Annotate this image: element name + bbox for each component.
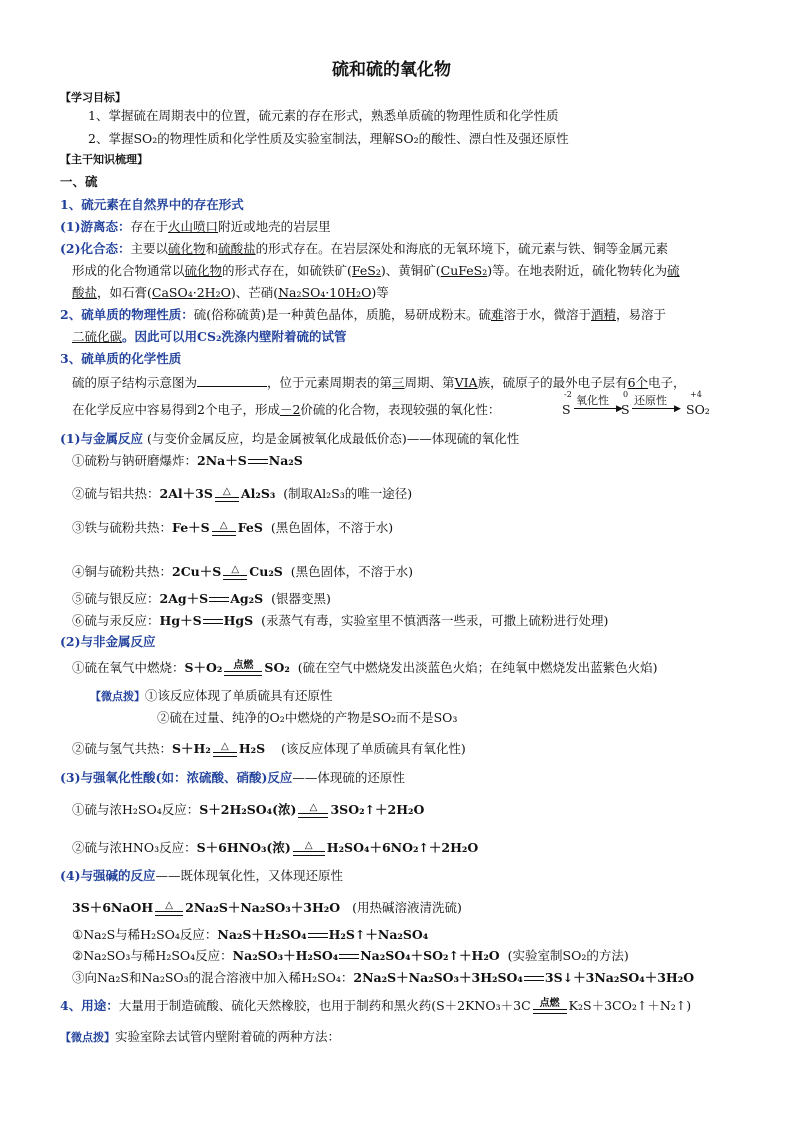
fill-blank[interactable]	[197, 374, 267, 387]
t: (用热碱溶液清洗硫)	[352, 900, 462, 915]
equals	[533, 1009, 567, 1014]
s2-line-2	[72, 329, 346, 345]
equals	[209, 597, 229, 602]
equals	[293, 851, 325, 856]
t: 火山喷口	[168, 219, 219, 234]
t: (银器变黑)	[271, 591, 331, 606]
equals	[224, 671, 262, 676]
t: 二硫化碳	[72, 329, 123, 344]
t: 硫化物	[184, 263, 223, 278]
s1-comb-line-2	[72, 263, 680, 279]
s2-line-1	[60, 307, 666, 323]
t: ②硫与浓HNO₃反应：	[72, 840, 197, 855]
t: (与变价金属反应，均是金属被氧化成最低价态)——体现硫的氧化性	[147, 431, 520, 446]
t: ——既体现氧化性，又体现还原性	[155, 868, 344, 883]
equals	[223, 575, 247, 580]
metal-r1	[72, 453, 303, 469]
use-line	[60, 998, 691, 1014]
t: 价硫的化合物，表现较强的氧化性：	[300, 402, 501, 417]
t: 2Ag＋S	[159, 591, 209, 606]
t: (黑色固体，不溶于水)	[270, 520, 394, 535]
t: (制取Al₂S₃的唯一途径)	[283, 486, 413, 501]
t: ⑥硫与汞反应：	[72, 613, 160, 628]
t: 实验室除去试管内壁附着硫的两种方法：	[115, 1029, 341, 1044]
t: K₂S＋3CO₂↑＋N₂↑)	[568, 998, 692, 1013]
t: -2	[564, 390, 572, 399]
metal-r5	[72, 591, 331, 607]
t: 3S＋6NaOH	[72, 900, 154, 915]
t: 大量用于制造硫酸、硫化天然橡胶，也用于制药和黑火药(S＋2KNO₃＋3C	[118, 998, 531, 1013]
final-tip	[60, 1029, 340, 1046]
t: ①硫与浓H₂SO₄反应：	[72, 802, 200, 817]
condition	[155, 901, 183, 916]
equals	[339, 954, 359, 959]
nonmetal-tip-2: ②硫在过量、纯净的O₂中燃烧的产物是SO₂而不是SO₃	[157, 710, 458, 725]
t: H₂SO₄＋6NO₂↑＋2H₂O	[326, 840, 479, 855]
t: VIA	[454, 375, 478, 390]
equals	[298, 813, 328, 818]
s1-comb-label: (2)化合态：	[60, 241, 131, 256]
condition	[212, 521, 236, 536]
t: Ag₂S	[230, 591, 264, 606]
condition	[215, 487, 239, 502]
t: S＋O₂	[184, 660, 223, 675]
arrow	[632, 408, 676, 409]
t: 附近或地壳的岩层里	[218, 219, 331, 234]
equals	[155, 911, 183, 916]
t: 2Cu＋S	[172, 564, 222, 579]
t: 。因此可以用CS₂洗涤内壁附着硫的试管	[122, 329, 347, 344]
t: 硫	[667, 263, 680, 278]
oxacid-r1	[72, 802, 424, 818]
t: 难	[490, 307, 504, 322]
t: S＋6HNO₃(浓)	[196, 840, 291, 855]
condition	[213, 742, 237, 757]
t: 主要以	[130, 241, 169, 256]
t: 点燃	[539, 998, 560, 1009]
t: )等	[371, 285, 389, 300]
t: 硫的原子结构示意图为	[72, 375, 198, 390]
t: 硫酸盐	[218, 241, 256, 256]
t: +4	[690, 390, 702, 399]
goals-heading: 【学习目标】	[60, 91, 126, 104]
s3-line-1	[72, 374, 686, 391]
goal-1: 1、掌握硫在周期表中的位置，硫元素的存在形式，熟悉单质硫的物理性质和化学性质	[88, 108, 559, 123]
t: ②硫与氢气共热：	[72, 741, 173, 756]
knowledge-heading: 【主干知识梳理】	[60, 153, 148, 166]
s1-comb-line-3	[72, 285, 389, 301]
s1-free-line	[60, 219, 331, 235]
t: 2Na＋S	[197, 453, 247, 468]
t: 硫(俗称硫黄)是一种黄色晶体，质脆，易研成粉末。硫	[193, 307, 491, 322]
t: Fe＋S	[172, 520, 210, 535]
t: (3)与强氧化性酸(如：浓硫酸、硝酸)反应	[60, 770, 293, 785]
t: 电子，	[648, 375, 686, 390]
section-1-heading: 一、硫	[60, 174, 98, 189]
t: FeS	[237, 520, 263, 535]
t: △	[223, 486, 231, 497]
t: 【微点拨】	[60, 1031, 115, 1044]
arrow-head: ▶	[616, 404, 623, 414]
s1-heading: 1、硫元素在自然界中的存在形式	[60, 197, 244, 212]
t: 2Al＋3S	[159, 486, 213, 501]
t: 点燃	[233, 660, 254, 671]
t: △	[304, 840, 313, 851]
t: ⑤硫与银反应：	[72, 591, 160, 606]
equals	[203, 619, 223, 624]
goal-2: 2、掌握SO₂的物理性质和化学性质及实验室制法，理解SO₂的酸性、漂白性及强还原性	[88, 131, 569, 146]
t: Al₂S₃	[240, 486, 276, 501]
t: 3SO₂↑＋2H₂O	[330, 802, 425, 817]
s1-comb-line-1	[60, 241, 668, 257]
metal-r6	[72, 613, 608, 629]
t: ，位于元素周期表的第	[267, 375, 393, 390]
s1-free-label: (1)游离态：	[60, 219, 131, 234]
oxacid-heading-line	[60, 770, 405, 786]
t: △	[219, 520, 228, 531]
nonmetal-heading: (2)与非金属反应	[60, 634, 156, 649]
t: 酸盐	[72, 285, 98, 300]
t: S＋H₂	[172, 741, 211, 756]
t: ②硫与铝共热：	[72, 486, 160, 501]
t: 溶于水，微溶于	[503, 307, 591, 322]
t: 存在于	[130, 219, 169, 234]
t: Cu₂S	[249, 564, 283, 579]
condition	[224, 661, 262, 676]
t: Hg＋S	[159, 613, 202, 628]
t: 氧化性	[576, 394, 609, 407]
t: ——体现硫的还原性	[292, 770, 405, 785]
t: ③铁与硫粉共热：	[72, 520, 173, 535]
equals	[215, 497, 239, 502]
t: 的形式存在，如硫铁矿(	[222, 263, 352, 278]
base-r0	[72, 900, 462, 916]
t: ①Na₂S与稀H₂SO₄反应：	[72, 927, 218, 942]
condition	[533, 999, 567, 1014]
t: 还原性	[634, 394, 667, 407]
t: CuFeS₂	[440, 263, 488, 278]
t: S	[562, 402, 571, 417]
t: ①硫在氧气中燃烧：	[72, 660, 185, 675]
t: 和	[205, 241, 219, 256]
t: ，易溶于	[616, 307, 667, 322]
t: －2	[279, 402, 301, 417]
t: HgS	[223, 613, 254, 628]
t: Na₂SO₃＋H₂SO₄	[232, 948, 339, 963]
condition	[293, 841, 325, 856]
t: ③向Na₂S和Na₂SO₃的混合溶液中加入稀H₂SO₄：	[72, 970, 354, 985]
nonmetal-r1	[72, 660, 658, 676]
page-title: 硫和硫的氧化物	[332, 60, 451, 80]
valence-diagram	[558, 390, 718, 420]
base-r1	[72, 927, 428, 943]
arrow-head: ▶	[674, 404, 681, 414]
t: SO₂	[686, 402, 710, 417]
t: 0	[623, 390, 629, 399]
t: SO₂	[264, 660, 290, 675]
t: 6个	[627, 375, 649, 390]
t: )等。在地表附近，硫化物转化为	[487, 263, 668, 278]
t: (该反应体现了单质硫具有氧化性)	[281, 741, 466, 756]
equals	[213, 752, 237, 757]
t: △	[231, 564, 240, 575]
equals	[308, 933, 328, 938]
s2-heading: 2、硫单质的物理性质：	[60, 307, 194, 322]
t: 酒精	[591, 307, 617, 322]
t: H₂S↑＋Na₂SO₄	[328, 927, 429, 942]
t: 的形式存在。在岩层深处和海底的无氧环境下，硫元素与铁、铜等金属元素	[255, 241, 669, 256]
t: FeS₂	[351, 263, 381, 278]
t: )、芒硝(	[230, 285, 279, 300]
equals	[212, 531, 236, 536]
t: ，如石膏(	[97, 285, 152, 300]
condition	[223, 565, 247, 580]
t: (汞蒸气有毒，实验室里不慎洒落一些汞，可撒上硫粉进行处理)	[261, 613, 609, 628]
t: (1)与金属反应	[60, 431, 144, 446]
s3-heading: 3、硫单质的化学性质	[60, 351, 182, 366]
condition	[298, 803, 328, 818]
oxacid-r2	[72, 840, 478, 856]
t: 族，硫原子的最外电子层有	[477, 375, 628, 390]
base-heading-line	[60, 868, 343, 884]
t: 形成的化合物通常以	[72, 263, 185, 278]
t: (4)与强碱的反应	[60, 868, 156, 883]
t: 硫化物	[168, 241, 206, 256]
t: CaSO₄·2H₂O	[151, 285, 231, 300]
metal-r3	[72, 520, 393, 536]
t: ①硫粉与钠研磨爆炸：	[72, 453, 198, 468]
t: ④铜与硫粉共热：	[72, 564, 173, 579]
t: 周期、第	[404, 375, 455, 390]
arrow	[574, 408, 618, 409]
t: H₂S	[238, 741, 266, 756]
t: S＋2H₂SO₄(浓)	[199, 802, 297, 817]
base-r2	[72, 948, 629, 964]
t: )、黄铜矿(	[380, 263, 441, 278]
metal-heading-line	[60, 431, 519, 447]
t: △	[220, 741, 229, 752]
nonmetal-tip-1	[90, 688, 333, 705]
t: Na₂S	[268, 453, 303, 468]
t: 4、用途：	[60, 998, 119, 1013]
t: 【微点拨】	[90, 690, 145, 703]
equals	[248, 459, 268, 464]
metal-r2	[72, 486, 412, 502]
base-r3	[72, 970, 694, 986]
t: 三	[392, 375, 405, 390]
t: 2Na₂S＋Na₂SO₃＋3H₂SO₄	[353, 970, 523, 985]
t: 在化学反应中容易得到2个电子，形成	[72, 402, 280, 417]
equals	[524, 976, 544, 981]
t: 3S↓＋3Na₂SO₄＋3H₂O	[544, 970, 695, 985]
t: ①该反应体现了单质硫具有还原性	[145, 688, 333, 703]
t: Na₂SO₄·10H₂O	[278, 285, 372, 300]
metal-r4	[72, 564, 413, 580]
t: (硫在空气中燃烧发出淡蓝色火焰；在纯氧中燃烧发出蓝紫色火焰)	[297, 660, 658, 675]
t: (黑色固体，不溶于水)	[290, 564, 414, 579]
s3-line-2	[72, 402, 500, 418]
t: Na₂SO₄＋SO₂↑＋H₂O	[360, 948, 500, 963]
t: S	[621, 402, 630, 417]
t: Na₂S＋H₂SO₄	[217, 927, 307, 942]
nonmetal-r2	[72, 741, 466, 757]
t: △	[309, 802, 318, 813]
t: △	[165, 900, 173, 911]
t: 2Na₂S＋Na₂SO₃＋3H₂O	[185, 900, 341, 915]
t: (实验室制SO₂的方法)	[507, 948, 629, 963]
t: ②Na₂SO₃与稀H₂SO₄反应：	[72, 948, 233, 963]
